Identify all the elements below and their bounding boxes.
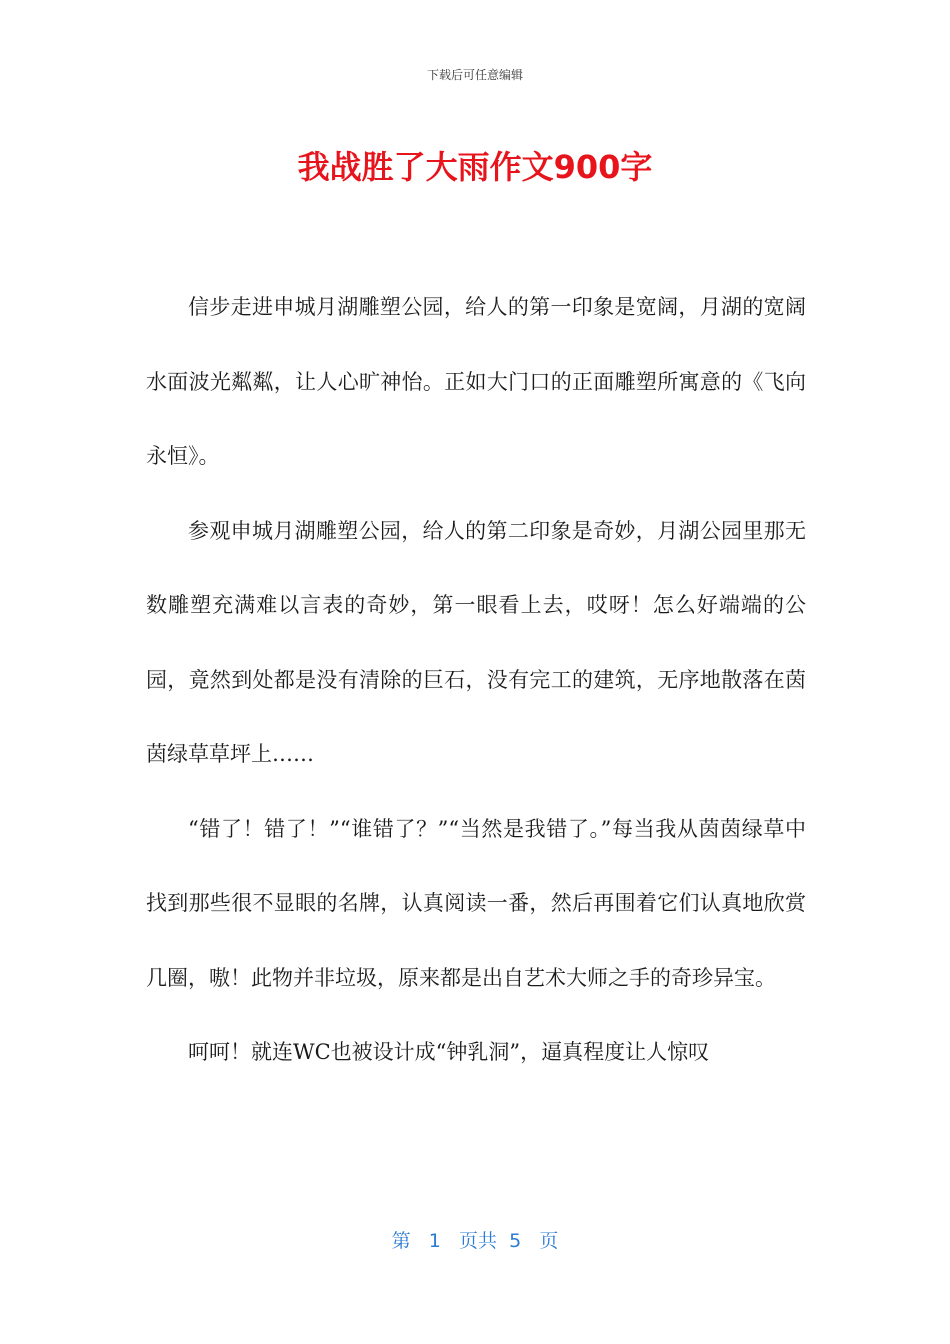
document-title: 我战胜了大雨作文900字 bbox=[297, 148, 653, 186]
paragraph: 呵呵！就连WC也被设计成“钟乳洞”，逼真程度让人惊叹 bbox=[188, 1040, 710, 1064]
header-note: 下载后可任意编辑 bbox=[426, 68, 523, 82]
paragraph: 信步走进申城月湖雕塑公园，给人的第一印象是宽阔，月湖的宽阔水面波光粼粼，让人心旷神怡。正如大门口的正面雕塑所寓意的《飞向永恒》。 bbox=[146, 295, 806, 468]
page-footer bbox=[0, 1226, 950, 1253]
page-current: 1 bbox=[428, 1230, 441, 1252]
page-label-suffix: 页 bbox=[539, 1230, 559, 1252]
paragraph: 参观申城月湖雕塑公园，给人的第二印象是奇妙，月湖公园里那无数雕塑充满难以言表的奇妙，第一眼看上去，哎呀！怎么好端端的公园，竟然到处都是没有清除的巨石，没有完工的建筑，无序地散落在茵茵绿草草坪上…… bbox=[146, 518, 806, 766]
page-label-middle: 页共 bbox=[459, 1230, 498, 1252]
page-total: 5 bbox=[509, 1230, 522, 1252]
page-label-prefix: 第 bbox=[391, 1230, 411, 1252]
paragraph: “错了！错了！”“谁错了？”“当然是我错了。”每当我从茵茵绿草中找到那些很不显眼的名牌，认真阅读一番，然后再围着它们认真地欣赏几圈，嗷！此物并非垃圾，原来都是出自艺术大师之手的奇珍异宝。 bbox=[146, 816, 806, 990]
document-body bbox=[146, 270, 806, 1090]
